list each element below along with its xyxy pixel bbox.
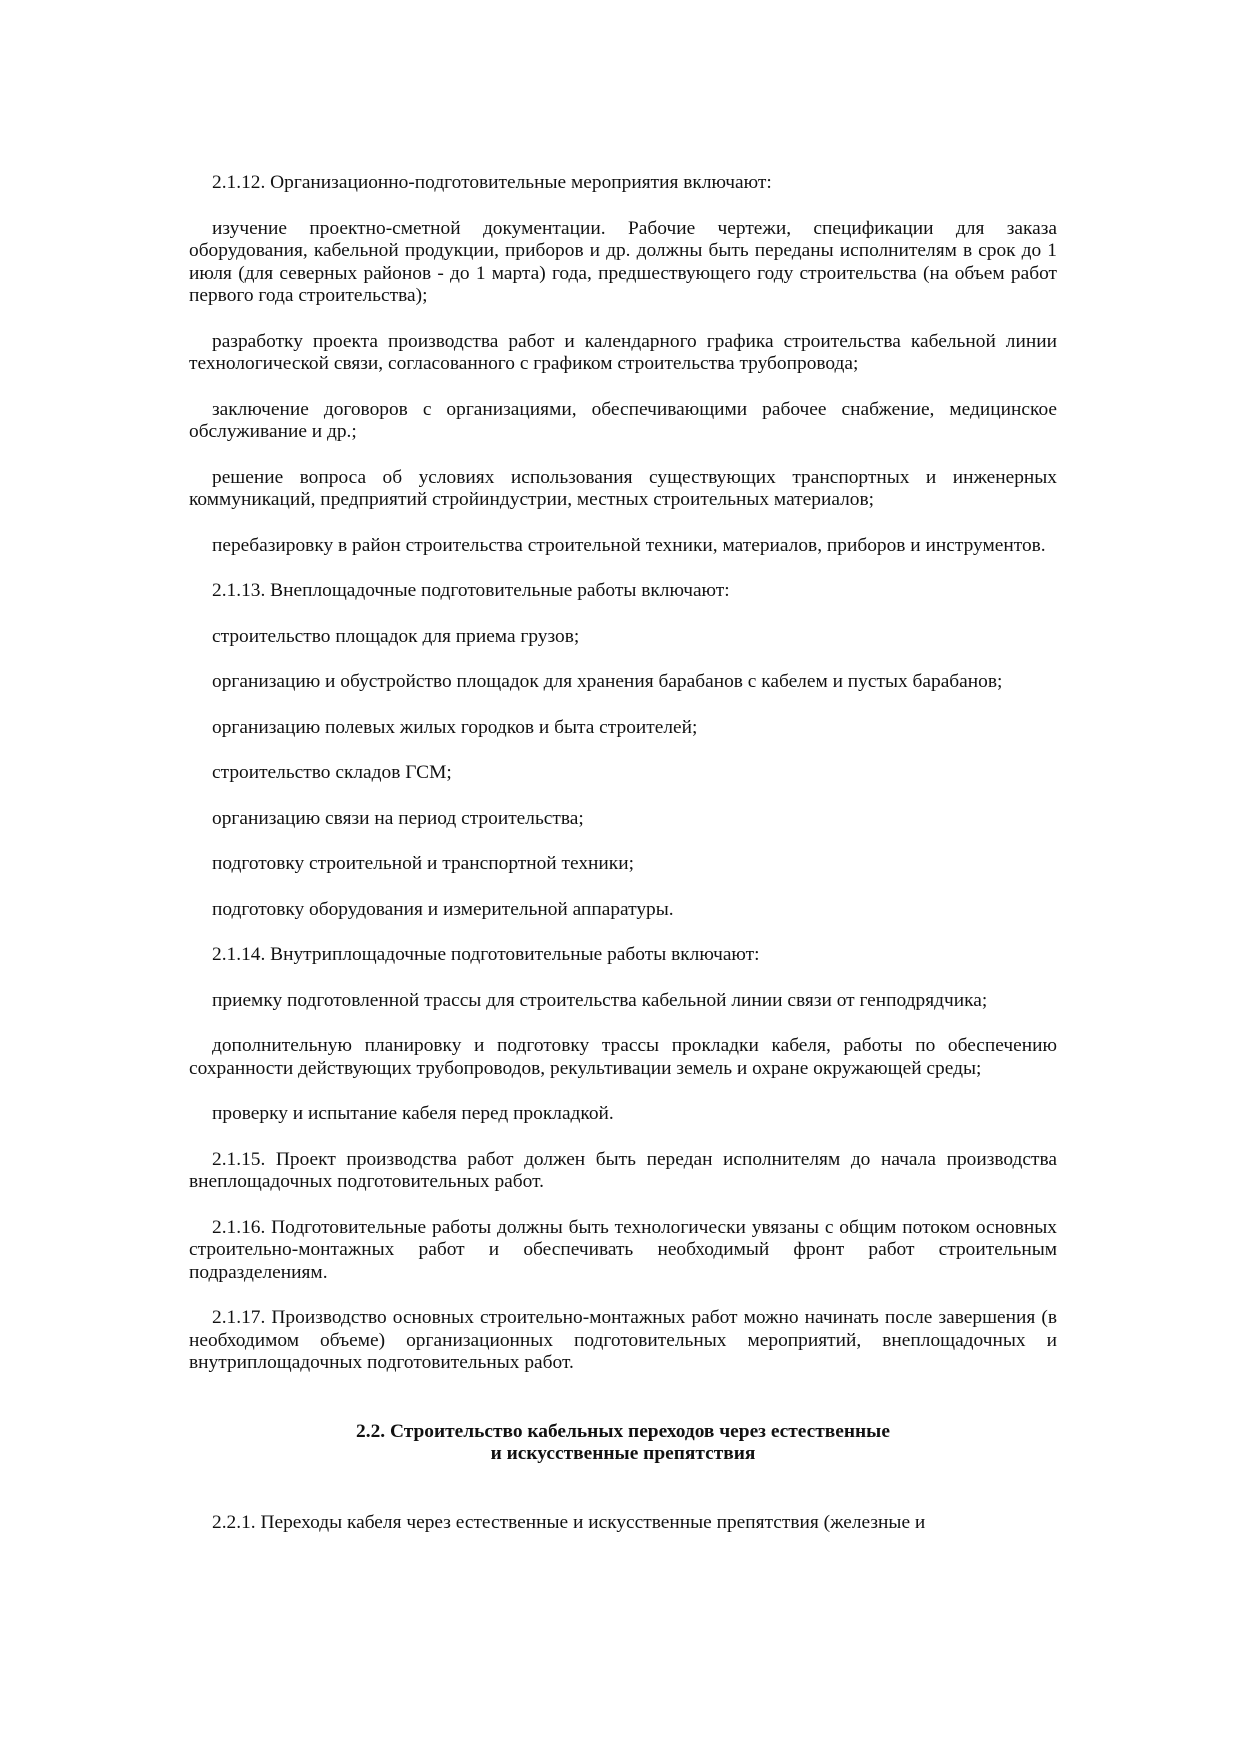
- paragraph-fuel-depots: строительство складов ГСМ;: [212, 762, 452, 783]
- section-heading-2-2: [189, 1421, 1057, 1466]
- paragraph-equipment-prep: подготовку оборудования и измерительной аппаратуры.: [212, 898, 674, 920]
- paragraph-contracts: заключение договоров с организациями, обеспечивающими рабочее снабжение, медицинское обслуживание и др.;: [189, 398, 1057, 442]
- paragraph-2-1-13: 2.1.13. Внеплощадочные подготовительные работы включают:: [212, 580, 730, 601]
- paragraph-2-1-16: 2.1.16. Подготовительные работы должны быть технологически увязаны с общим потоком основных строительно-монтажных работ и обеспечивать необходимый фронт работ строительным подразделениям.: [189, 1216, 1057, 1283]
- paragraph-2-1-17: 2.1.17. Производство основных строительно-монтажных работ можно начинать после завершения (в необходимом объеме) организационных подготовительных мероприятий, внеплощадочных и внутриплощадочных подготовительных работ.: [189, 1307, 1057, 1373]
- paragraph-design-documentation: изучение проектно-сметной документации. Рабочие чертежи, спецификации для заказа оборудования, кабельной продукции, приборов и др. должны быть переданы исполнителям в срок до 1 июля (для северных районов - до 1 марта) года, предшествующего году строительства (на объем работ первого года строительства);: [189, 217, 1057, 306]
- paragraph-drum-storage: организацию и обустройство площадок для хранения барабанов с кабелем и пустых барабанов;: [212, 671, 1003, 692]
- paragraph-work-project: разработку проекта производства работ и календарного графика строительства кабельной линии технологической связи, согласованного с графиком строительства трубопровода;: [189, 330, 1057, 374]
- section-heading-line-1: 2.2. Строительство кабельных переходов через естественные: [356, 1420, 890, 1442]
- document-body: [189, 172, 1057, 1557]
- paragraph-2-1-14: 2.1.14. Внутриплощадочные подготовительные работы включают:: [212, 944, 760, 965]
- paragraph-cable-testing: проверку и испытание кабеля перед прокладкой.: [212, 1103, 614, 1124]
- paragraph-route-acceptance: приемку подготовленной трассы для строительства кабельной линии связи от генподрядчика;: [212, 989, 988, 1011]
- paragraph-communication-setup: организацию связи на период строительства;: [212, 807, 584, 829]
- paragraph-machinery-prep: подготовку строительной и транспортной техники;: [212, 853, 634, 874]
- section-heading-line-2: и искусственные препятствия: [490, 1443, 756, 1464]
- paragraph-cargo-sites: строительство площадок для приема грузов;: [212, 625, 580, 647]
- paragraph-2-2-1: 2.2.1. Переходы кабеля через естественные и искусственные препятствия (железные и: [212, 1511, 926, 1533]
- paragraph-route-planning: дополнительную планировку и подготовку трассы прокладки кабеля, работы по обеспечению сохранности действующих трубопроводов, рекультивации земель и охране окружающей среды;: [189, 1035, 1057, 1079]
- paragraph-communications: решение вопроса об условиях использования существующих транспортных и инженерных коммуникаций, предприятий стройиндустрии, местных строительных материалов;: [189, 466, 1057, 510]
- paragraph-field-camps: организацию полевых жилых городков и быта строителей;: [212, 716, 698, 738]
- paragraph-2-1-12: 2.1.12. Организационно-подготовительные мероприятия включают:: [212, 172, 772, 193]
- paragraph-2-1-15: 2.1.15. Проект производства работ должен быть передан исполнителям до начала производства внеплощадочных подготовительных работ.: [189, 1148, 1057, 1192]
- paragraph-relocation: перебазировку в район строительства строительной техники, материалов, приборов и инструментов.: [212, 534, 1046, 556]
